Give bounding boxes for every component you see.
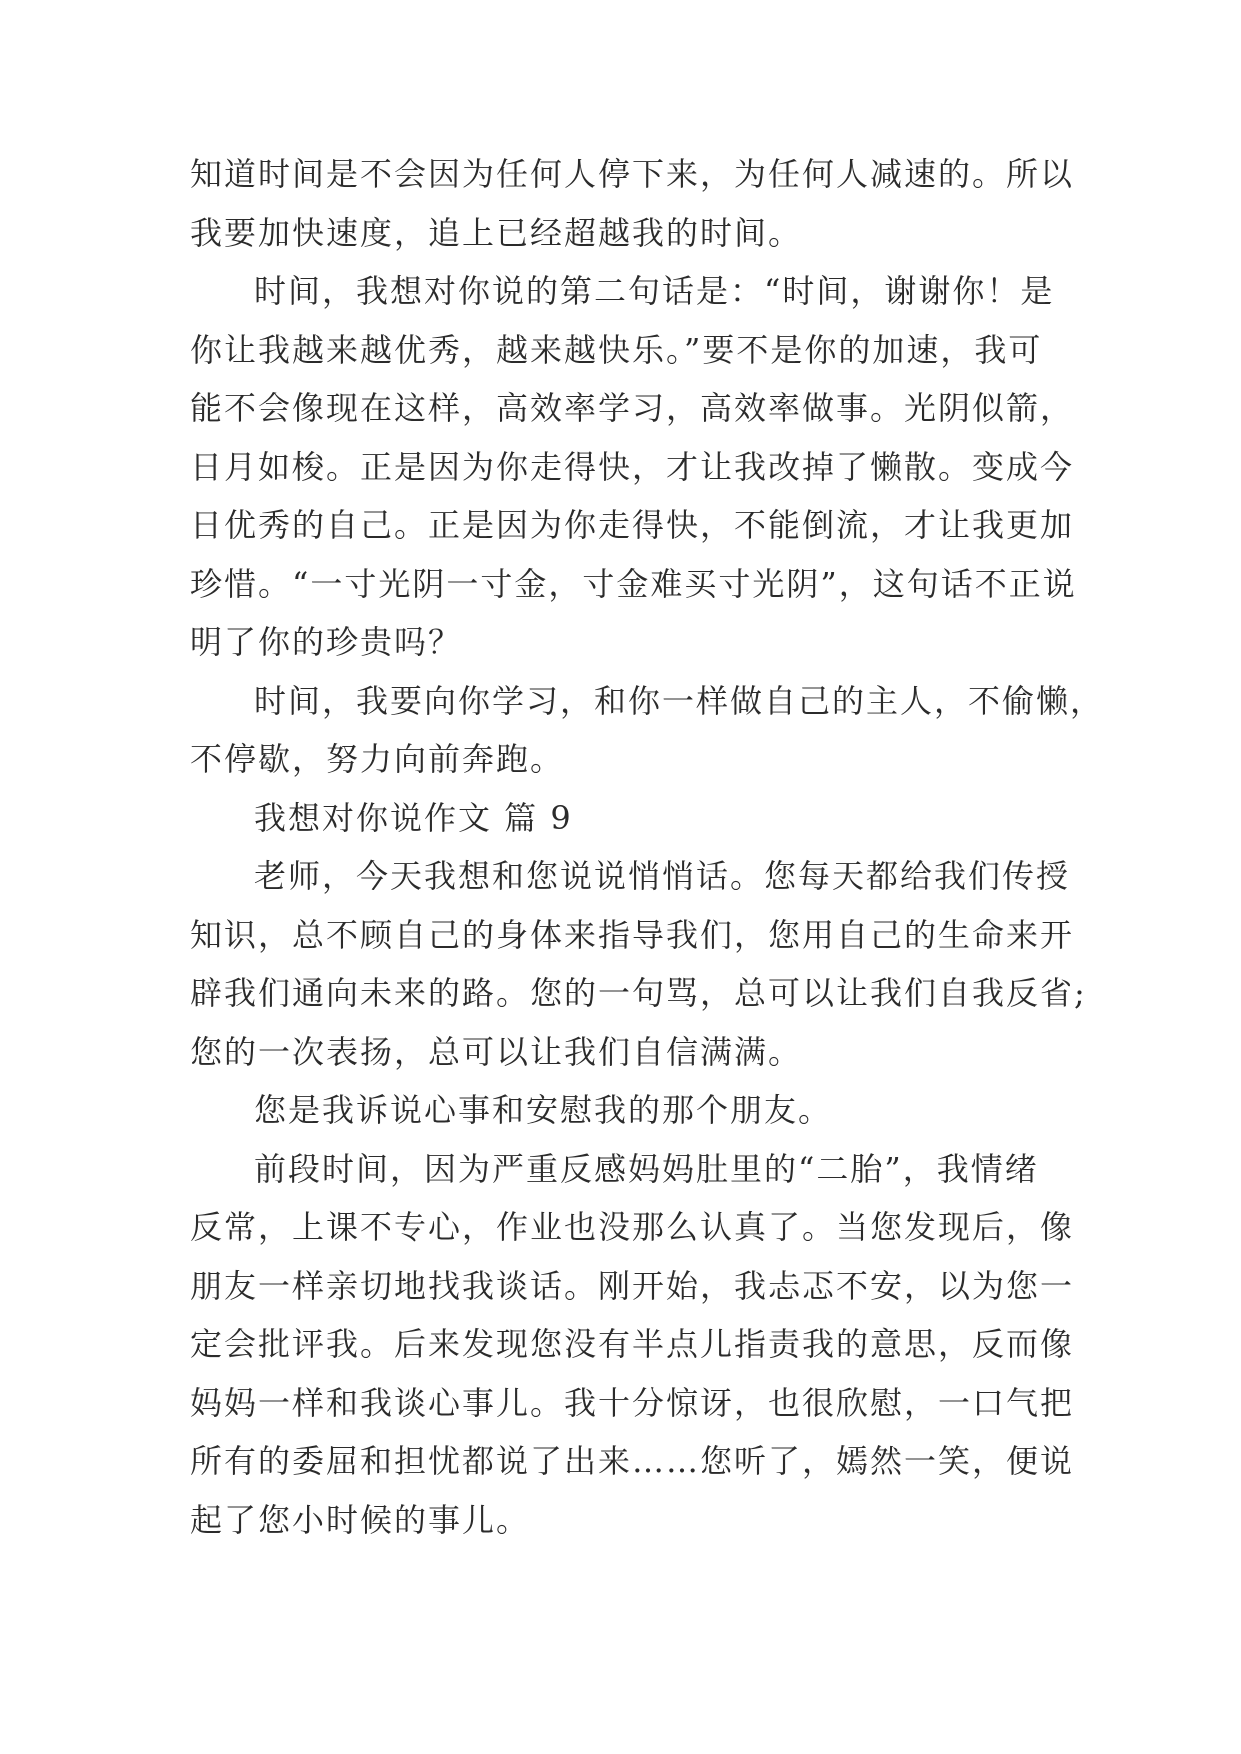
paragraph-start-line: 您是我诉说心事和安慰我的那个朋友。 (254, 1091, 833, 1129)
text-line: 明了你的珍贵吗？ (190, 623, 463, 661)
paragraph-start-line: 时间，我要向你学习，和你一样做自己的主人，不偷懒， (254, 681, 1105, 720)
paragraph-start-line: 前段时间，因为严重反感妈妈肚里的“二胎”，我情绪 (254, 1149, 1039, 1188)
text-line: 珍惜。“一寸光阴一寸金，寸金难买寸光阴”，这句话不正说 (190, 564, 1077, 603)
text-line: 日优秀的自己。正是因为你走得快，不能倒流，才让我更加 (190, 506, 1075, 544)
text-line: 妈妈一样和我谈心事儿。我十分惊讶，也很欣慰，一口气把 (190, 1383, 1075, 1422)
document-body (190, 145, 1105, 1549)
paragraph-start-line: 时间，我想对你说的第二句话是：“时间，谢谢你！是 (254, 272, 1055, 310)
text-line: 知道时间是不会因为任何人停下来，为任何人减速的。所以 (190, 155, 1075, 193)
text-line: 所有的委屈和担忧都说了出来……您听了，嫣然一笑，便说 (190, 1442, 1075, 1480)
text-line: 辟我们通向未来的路。您的一句骂，总可以让我们自我反省; (190, 974, 1087, 1012)
text-line: 您的一次表扬，总可以让我们自信满满。 (190, 1032, 803, 1071)
text-line: 反常，上课不专心，作业也没那么认真了。当您发现后，像 (190, 1208, 1075, 1246)
section-heading: 我想对你说作文 篇 9 (254, 798, 573, 837)
text-line: 你让我越来越优秀，越来越快乐。”要不是你的加速，我可 (190, 330, 1043, 369)
text-line: 知识，总不顾自己的身体来指导我们，您用自己的生命来开 (190, 915, 1075, 954)
text-line: 我要加快速度，追上已经超越我的时间。 (190, 213, 803, 252)
text-line: 定会批评我。后来发现您没有半点儿指责我的意思，反而像 (190, 1325, 1075, 1363)
paragraph-start-line: 老师，今天我想和您说说悄悄话。您每天都给我们传授 (254, 857, 1071, 895)
text-line: 日月如梭。正是因为你走得快，才让我改掉了懒散。变成今 (190, 447, 1075, 486)
text-line: 起了您小时候的事儿。 (190, 1500, 531, 1539)
text-line: 能不会像现在这样，高效率学习，高效率做事。光阴似箭， (190, 389, 1075, 427)
text-line: 不停歇，努力向前奔跑。 (190, 740, 565, 778)
text-line: 朋友一样亲切地找我谈话。刚开始，我忐忑不安，以为您一 (190, 1266, 1075, 1305)
